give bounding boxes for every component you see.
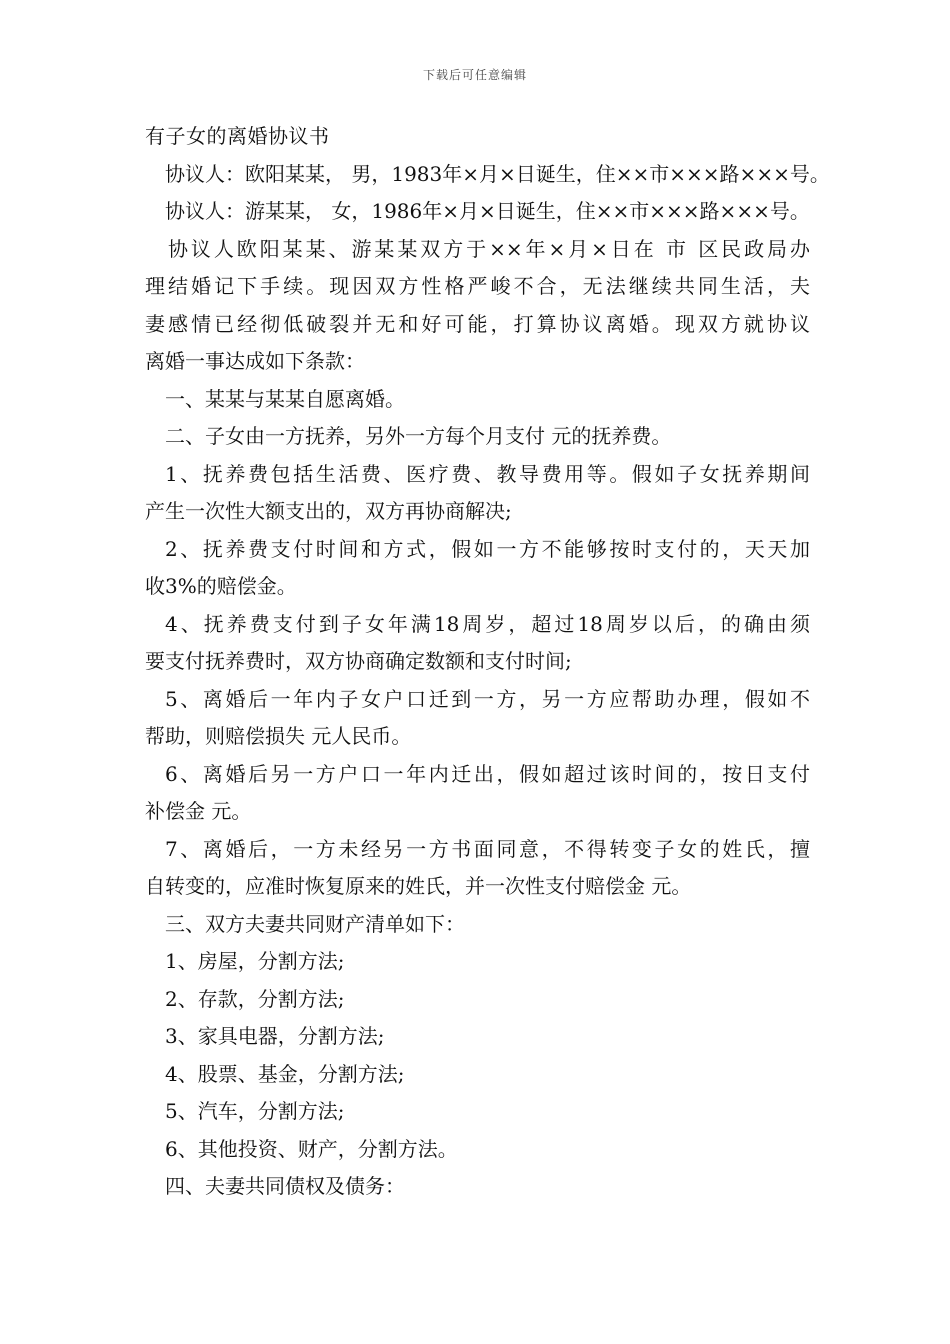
paragraph-line: 1、抚养费包括生活费、医疗费、教导费用等。假如子女抚养期间 — [145, 461, 810, 486]
paragraph-line: 帮助，则赔偿损失 元人民币。 — [145, 724, 412, 748]
paragraph-lines — [145, 156, 830, 1206]
paragraph-line: 协议人：欧阳某某， 男，1983年×月×日诞生，住××市×××路×××号。 — [145, 161, 830, 186]
paragraph-line: 自转变的，应准时恢复原来的姓氏，并一次性支付赔偿金 元。 — [145, 874, 692, 898]
paragraph-line: 5、汽车，分割方法; — [145, 1099, 345, 1123]
paragraph-line: 5、离婚后一年内子女户口迁到一方，另一方应帮助办理，假如不 — [145, 686, 810, 711]
paragraph-line: 6、离婚后另一方户口一年内迁出，假如超过该时间的，按日支付 — [145, 761, 810, 786]
paragraph-line: 补偿金 元。 — [145, 799, 252, 823]
paragraph-line: 3、家具电器，分割方法; — [145, 1024, 385, 1048]
paragraph-line: 协议人：游某某， 女，1986年×月×日诞生，住××市×××路×××号。 — [145, 199, 810, 223]
paragraph-line: 妻感情已经彻低破裂并无和好可能，打算协议离婚。现双方就协议 — [145, 311, 810, 336]
document-title: 有子女的离婚协议书 — [145, 124, 330, 148]
paragraph-line: 离婚一事达成如下条款： — [145, 349, 365, 373]
paragraph-line: 协议人欧阳某某、游某某双方于××年×月×日在 市 区民政局办 — [145, 236, 810, 261]
paragraph-line: 6、其他投资、财产，分割方法。 — [145, 1136, 458, 1161]
paragraph-line: 四、夫妻共同债权及债务： — [145, 1174, 405, 1198]
paragraph-line: 收3%的赔偿金。 — [145, 574, 297, 598]
paragraph-line: 二、子女由一方抚养，另外一方每个月支付 元的抚养费。 — [145, 424, 672, 448]
header-note: 下载后可任意编辑 — [422, 68, 527, 82]
paragraph-line: 一、某某与某某自愿离婚。 — [145, 386, 405, 411]
paragraph-line: 要支付抚养费时，双方协商确定数额和支付时间; — [145, 649, 572, 673]
paragraph-line: 7、离婚后，一方未经另一方书面同意，不得转变子女的姓氏，擅 — [145, 836, 810, 861]
paragraph-line: 2、存款，分割方法; — [145, 986, 345, 1011]
paragraph-line: 理结婚记下手续。现因双方性格严峻不合，无法继续共同生活，夫 — [145, 274, 810, 298]
document-body — [145, 118, 830, 1206]
paragraph-line: 三、双方夫妻共同财产清单如下： — [145, 911, 465, 936]
paragraph-line: 产生一次性大额支出的，双方再协商解决; — [145, 499, 512, 523]
paragraph-line: 1、房屋，分割方法; — [145, 949, 345, 973]
paragraph-line: 4、抚养费支付到子女年满18周岁，超过18周岁以后，的确由须 — [145, 611, 810, 636]
paragraph-line: 2、抚养费支付时间和方式，假如一方不能够按时支付的，天天加 — [145, 536, 810, 561]
paragraph-line: 4、股票、基金，分割方法; — [145, 1061, 405, 1086]
